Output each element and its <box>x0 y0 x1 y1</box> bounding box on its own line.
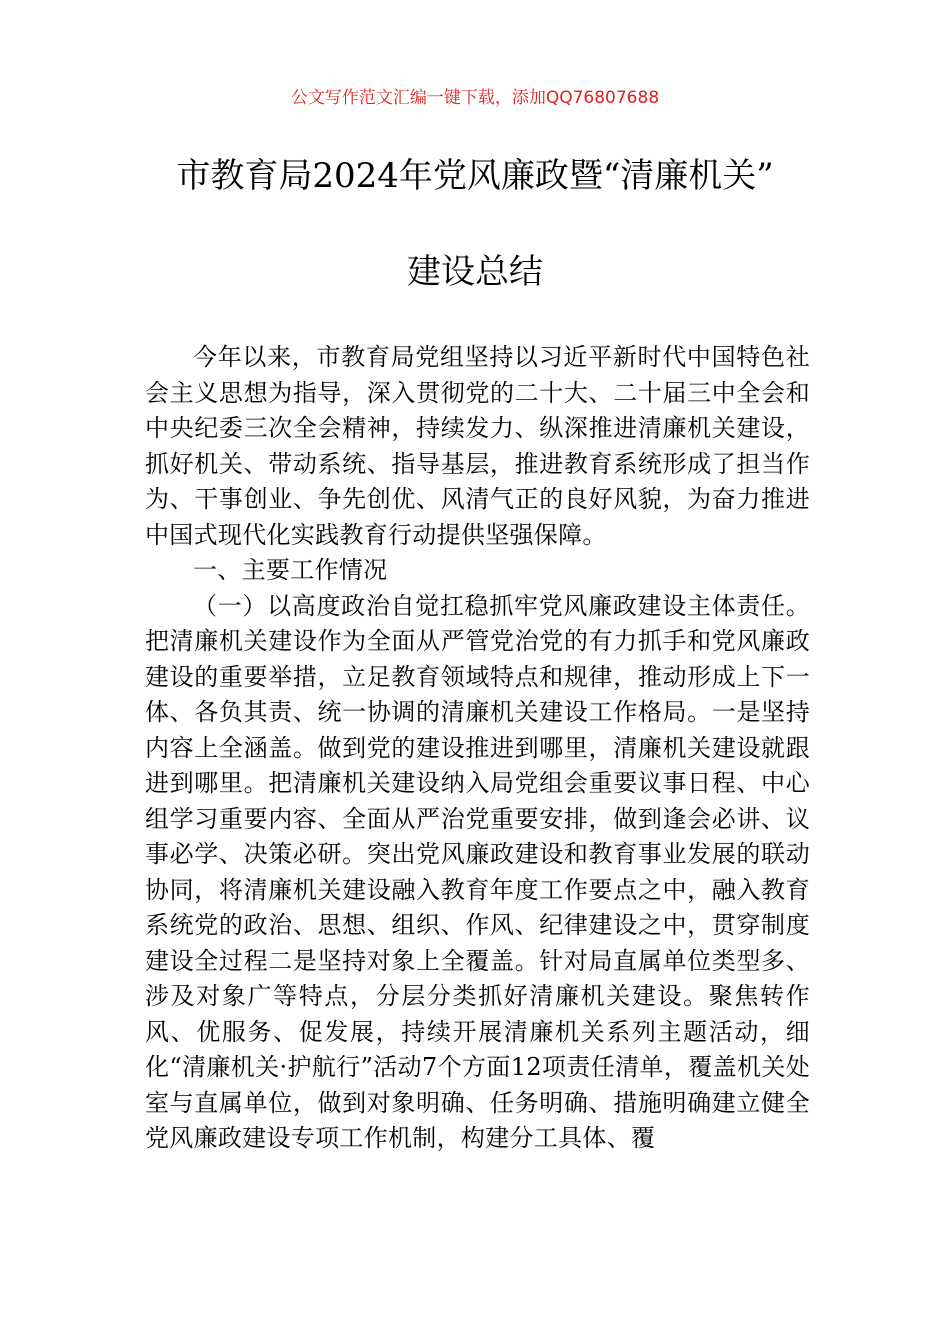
section-paragraph: （一）以高度政治自觉扛稳抓牢党风廉政建设主体责任。把清廉机关建设作为全面从严管党治党的有力抓手和党风廉政建设的重要举措，立足教育领域特点和规律，推动形成上下一体、各负其责、统一协调的清廉机关建设工作格局。一是坚持内容上全涵盖。做到党的建设推进到哪里，清廉机关建设就跟进到哪里。把清廉机关建设纳入局党组会重要议事日程、中心组学习重要内容、全面从严治党重要安排，做到逢会必讲、议事必学、决策必研。突出党风廉政建设和教育事业发展的联动协同，将清廉机关建设融入教育年度工作要点之中，融入教育系统党的政治、思想、组织、作风、纪律建设之中，贯穿制度建设全过程二是坚持对象上全覆盖。针对局直属单位类型多、涉及对象广等特点，分层分类抓好清廉机关建设。聚焦转作风、优服务、促发展，持续开展清廉机关系列主题活动，细化“清廉机关·护航行”活动7个方面12项责任清单，覆盖机关处室与直属单位，做到对象明确、任务明确、措施明确建立健全党风廉政建设专项工作机制，构建分工具体、覆 <box>145 591 810 1152</box>
document-title-line-1: 市教育局2024年党风廉政暨“清廉机关” <box>176 156 774 196</box>
document-body <box>145 340 810 1157</box>
watermark-banner: 公文写作范文汇编一键下载，添加QQ76807688 <box>290 88 660 108</box>
document-title-line-2: 建设总结 <box>407 252 543 292</box>
section-heading: 一、主要工作情况 <box>193 556 388 584</box>
intro-paragraph: 今年以来，市教育局党组坚持以习近平新时代中国特色社会主义思想为指导，深入贯彻党的二十大、二十届三中全会和中央纪委三次全会精神，持续发力、纵深推进清廉机关建设，抓好机关、带动系统、指导基层，推进教育系统形成了担当作为、干事创业、争先创优、风清气正的良好风貌，为奋力推进中国式现代化实践教育行动提供坚强保障。 <box>145 343 810 549</box>
